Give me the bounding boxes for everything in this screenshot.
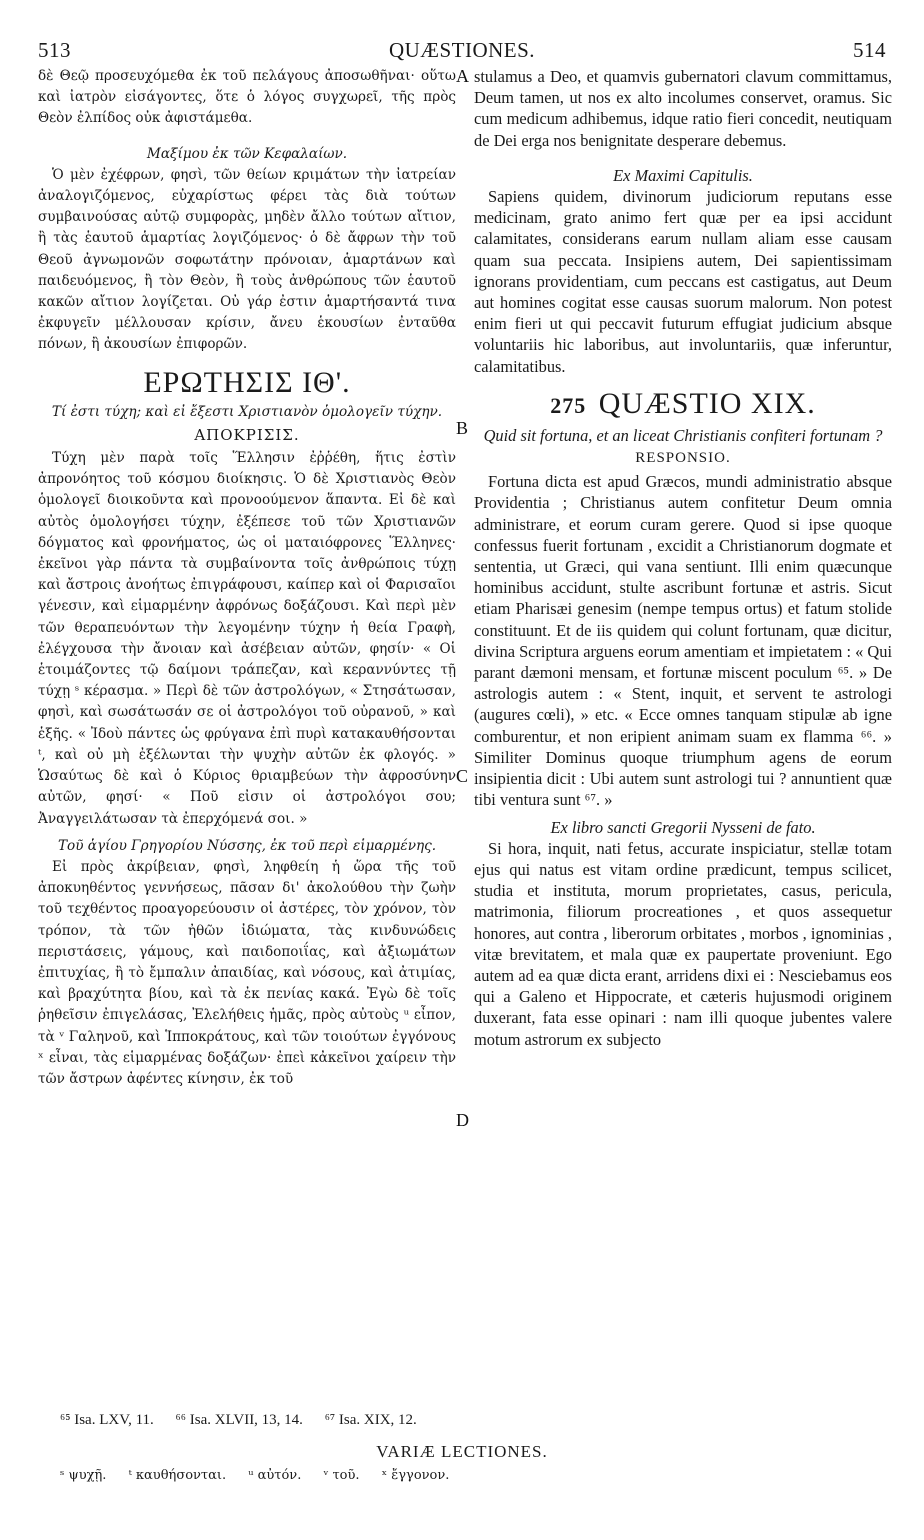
latin-answer-label: RESPONSIO. xyxy=(635,450,731,467)
section-marker-d: D xyxy=(456,1110,469,1130)
latin-paragraph-1: stulamus a Deo, et quamvis gubernatori clavum committamus, Deum tamen, ut nos ex alto incolumes conservet, oramus. Sic cum medicum adhibemus, idque ratio fieri concedit, neutiquam de Dei erga nos benignitate desperare debemus. xyxy=(474,67,892,150)
section-marker-c: C xyxy=(456,766,469,786)
variae-lectiones-list xyxy=(60,1468,884,1483)
right-page-number: 514 xyxy=(853,37,886,62)
variant-v: ᵛ τοῦ. xyxy=(323,1468,360,1483)
latin-paragraph-2: Sapiens quidem, divinorum judiciorum reputans esse medicinam, grato animo fert quæ per ea ipsi accidunt calamitates, considerans earum nullam aliam esse causam quam sua peccata. Insipiens autem, Dei sapientissimam ignorans providentiam, cum peccans est castigatus, aut Deum aut homines cogitat esse causas suorum malorum. Non potest enim fieri ut qui peccavit futurum effugiat judicium absque voluntariis hic laboribus, aut involuntariis, quæ inferuntur, calamitatibus. xyxy=(474,187,892,376)
greek-heading-maximus: Μαξίμου ἐκ τῶν Κεφαλαίων. xyxy=(146,145,348,162)
variant-u: ᵘ αὐτόν. xyxy=(248,1468,302,1483)
footnote-66: ⁶⁶ Isa. XLVII, 13, 14. xyxy=(175,1412,303,1428)
greek-paragraph-2: Ὁ μὲν ἐχέφρων, φησὶ, τῶν θείων κριμάτων τὴν ἰατρείαν ἀναλογιζόμενος, εὐχαρίστως φέρει τὰς διὰ τούτων συμβαινούσας αὐτῷ συμφορὰς, μηδὲν ἄλλο τούτων αἴτιον, ἢ τὰς ἑαυτοῦ ἁμαρτίας λογιζόμενος· ὁ δὲ ἄφρων τὴν τοῦ Θεοῦ ἀγνωμονῶν σοφωτάτην πρόνοιαν, ἁμαρτάνων καὶ παιδευόμενος, ἢ τὸν Θεὸν, ἢ τοὺς ἀνθρώπους τῶν ἑαυτοῦ κακῶν αἴτιον λογίζεται. Οὐ γάρ ἐστιν ἁμαρτήσαντά τινα ἐκφυγεῖν μέλλουσαν κρίσιν, ἄνευ ἑκουσίων ἐνταῦθα πόνων, ἢ ἀκουσίων ἐπιφορῶν. xyxy=(38,166,456,353)
latin-question-subtitle: Quid sit fortuna, et an liceat Christianis confiteri fortunam ? xyxy=(483,425,883,445)
latin-heading-maximus: Ex Maximi Capitulis. xyxy=(613,165,753,185)
latin-heading-gregory: Ex libro sancti Gregorii Nysseni de fato. xyxy=(550,817,816,837)
greek-paragraph-3: Τύχη μὲν παρὰ τοῖς Ἕλλησιν ἐῤῥέθη, ἥτις ἐστὶν ἀπρονόητος τοῦ κόσμου διοίκησις. Ὁ δὲ Χριστιανὸς Θεὸν ὁμολογεῖ διοικοῦντα καὶ προνοούμενον ἅπαντα. Εἰ δὲ καὶ αὐτὸς ὁμολογήσει τύχην, ἐξέπεσε τοῦ τῶν Χριστιανῶν δόγματος καὶ φρονήματος, ὡς οἱ ματαιόφρονες Ἕλληνες· ἐκεῖνοι γὰρ πάντα τὰ συμβαίνοντα τοῖς ἀνθρώποις τύχῃ καὶ ἄστροις ἀνοήτως ἐπιγράφουσι, καίπερ καὶ οἱ Φαρισαῖοι γένεσιν, καὶ εἱμαρμένην ἀφρόνως δοξάζουσι. Καὶ περὶ μὲν τῶν θεραπευόντων τὴν λεγομένην τύχην ἡ θεία Γραφὴ, ἐλέγχουσα τὴν ἄνοιαν καὶ ἀσέβειαν αὐτῶν, φησίν· « Οἱ ἑτοιμάζοντες τῷ δαίμονι τράπεζαν, καὶ κεραννύντες τῇ τύχῃ ˢ κέρασμα. » Περὶ δὲ τῶν ἀστρολόγων, « Στησάτωσαν, φησὶ, καὶ σωσάτωσάν σε οἱ ἀστρολόγοι τοῦ οὐρανοῦ, » καὶ ἑξῆς. « Ἰδοὺ πάντες ὡς φρύγανα ἐπὶ πυρὶ κατακαυθήσονται ᵗ, καὶ οὐ μὴ ἐξέλωνται τὴν ψυχὴν αὐτῶν ἐκ φλογός. » Ὡσαύτως δὲ καὶ ὁ Κύριος θριαμβεύων τὴν ἀφροσύνην αὐτῶν, φησί· « Ποῦ εἰσιν οἱ ἀστρολόγοι σου; Ἀναγγειλάτωσαν τὰ ἐπερχόμενά σοι. » xyxy=(38,450,456,827)
footnote-65: ⁶⁵ Isa. LXV, 11. xyxy=(60,1412,154,1428)
running-title: QUÆSTIONES. xyxy=(388,37,536,62)
footnote-67: ⁶⁷ Isa. XIX, 12. xyxy=(324,1412,417,1428)
column-number: 275 xyxy=(550,392,587,418)
latin-paragraph-3: Fortuna dicta est apud Græcos, mundi administratio absque Providentia ; Christianus autem confitetur Deum omnia administrare, et eorum curam gerere. Quod si ipse quoque confessus fuerit fortunam , excidit a Christianorum dogmate et sententia, ut Græci, qui vana sentiunt. Illi enim quæcunque hominibus accidunt, stulte ascribunt fortunæ et astris. Sicut etiam Pharisæi genesim (nempe tempus ortus) et fatum stolide constituunt. Et de iis quidem qui colunt fortunam, quæ dicitur, divina Scriptura arguens eorum amentiam et impietatem : « Qui parant dæmoni mensam, et fortunæ miscent poculum ⁶⁵. » De astrologis autem : « Stent, inquit, et servent te astrologi (augures cœli), » etc. « Ecce omnes tanquam stipulæ ab igne comburentur, et non eripient animam suam ex flamma ⁶⁶. » Similiter Dominus quoque triumphum agens de eorum insipientia dicit : Ubi autem sunt astrologi tui ? annuntient quæ tibi ventura sunt ⁶⁷. » xyxy=(474,472,893,810)
section-marker-b: B xyxy=(456,418,469,438)
footnotes xyxy=(60,1412,884,1429)
greek-heading-gregory: Τοῦ ἁγίου Γρηγορίου Νύσσης, ἐκ τοῦ περὶ εἱμαρμένης. xyxy=(57,837,437,854)
latin-paragraph-4: Si hora, inquit, nati fetus, accurate inspiciatur, stellæ totam ejus qui natus est vitam ordine prædicunt, tempus scilicet, studia et instituta, morum proprietates, casus, pericula, matrimonia, filiorum procreationes , et quos assequetur honores, aut contra , liberorum orbitates , morbos , ignominias , vitæ brevitatem, et mala quæ ex paupertate proveniunt. Ego autem ad ea quæ dicta erant, arridens dixi ei : Nesciebamus eos qui a Galeno et Hippocrate, et cæteris hujusmodi originem duxerant, fata esse opinari : nam illi quoque jubentes valere motum astrorum ex subjecto xyxy=(474,838,892,1049)
variant-s: ˢ ψυχῇ. xyxy=(60,1468,107,1483)
greek-answer-label: ΑΠΟΚΡΙΣΙΣ. xyxy=(194,425,300,444)
greek-paragraph-4: Εἰ πρὸς ἀκρίβειαν, φησὶ, ληφθείη ἡ ὥρα τῆς τοῦ ἀποκυηθέντος γεννήσεως, πᾶσαν δι' ἀκολούθου τὴν ζωὴν τοῦ τεχθέντος προαγορεύουσιν οἱ ἀστέρες, τὸν χρόνον, τὸν τρόπον, τὰ τῶν ἠθῶν ἰδιώματα, τὰς κινδυνώδεις περιστάσεις, γάμους, καὶ παιδοποιΐας, καὶ ἀξιωμάτων ἐπιτυχίας, ἢ τὸ ἔμπαλιν ἀπαιδίας, καὶ νόσους, καὶ ἀτιμίας, καὶ βραχύτητα βίου, καὶ τὰ ἐκ πενίας κακά. Ἐγὼ δὲ τοῖς ῥηθεῖσιν ἐπιγελάσας, Ἐλελήθεις ἡμᾶς, πρὸς αὐτοὺς ᵘ εἶπον, τὰ ᵛ Γαληνοῦ, καὶ Ἱπποκράτους, καὶ τῶν τοιούτων ἐγγόνους ˣ εἶναι, τὰς εἱμαρμένας δοξάζων· ἐπεὶ κἀκεῖνοι χαίρειν τὴν τῶν ἄστρων ἀφέντες κίνησιν, ἐκ τοῦ xyxy=(38,858,456,1087)
running-header xyxy=(38,38,886,62)
greek-question-title: ΕΡΩΤΗΣΙΣ ΙΘ'. xyxy=(143,365,351,399)
greek-paragraph-1: δὲ Θεῷ προσευχόμεθα ἐκ τοῦ πελάγους ἀποσωθῆναι· οὕτω καὶ ἰατρὸν εἰσάγοντες, ὅτε ὁ λόγος συγχωρεῖ, τῆς πρὸς Θεὸν ἐλπίδος οὐκ ἀφιστάμεθα. xyxy=(38,68,456,127)
variant-x: ˣ ἔγγονον. xyxy=(381,1468,450,1483)
variant-t: ᵗ καυθήσονται. xyxy=(128,1468,227,1483)
latin-column xyxy=(474,66,892,1050)
greek-question-subtitle: Τί ἐστι τύχη; καὶ εἰ ἔξεστι Χριστιανὸν ὁμολογεῖν τύχην. xyxy=(51,403,443,420)
greek-column xyxy=(38,66,456,1090)
variae-lectiones-title: VARIÆ LECTIONES. xyxy=(376,1442,548,1461)
section-marker-a: A xyxy=(456,66,469,86)
left-page-number: 513 xyxy=(38,37,71,62)
latin-question-title: QUÆSTIO XIX. xyxy=(598,386,816,420)
latin-question-title-block xyxy=(474,387,892,423)
